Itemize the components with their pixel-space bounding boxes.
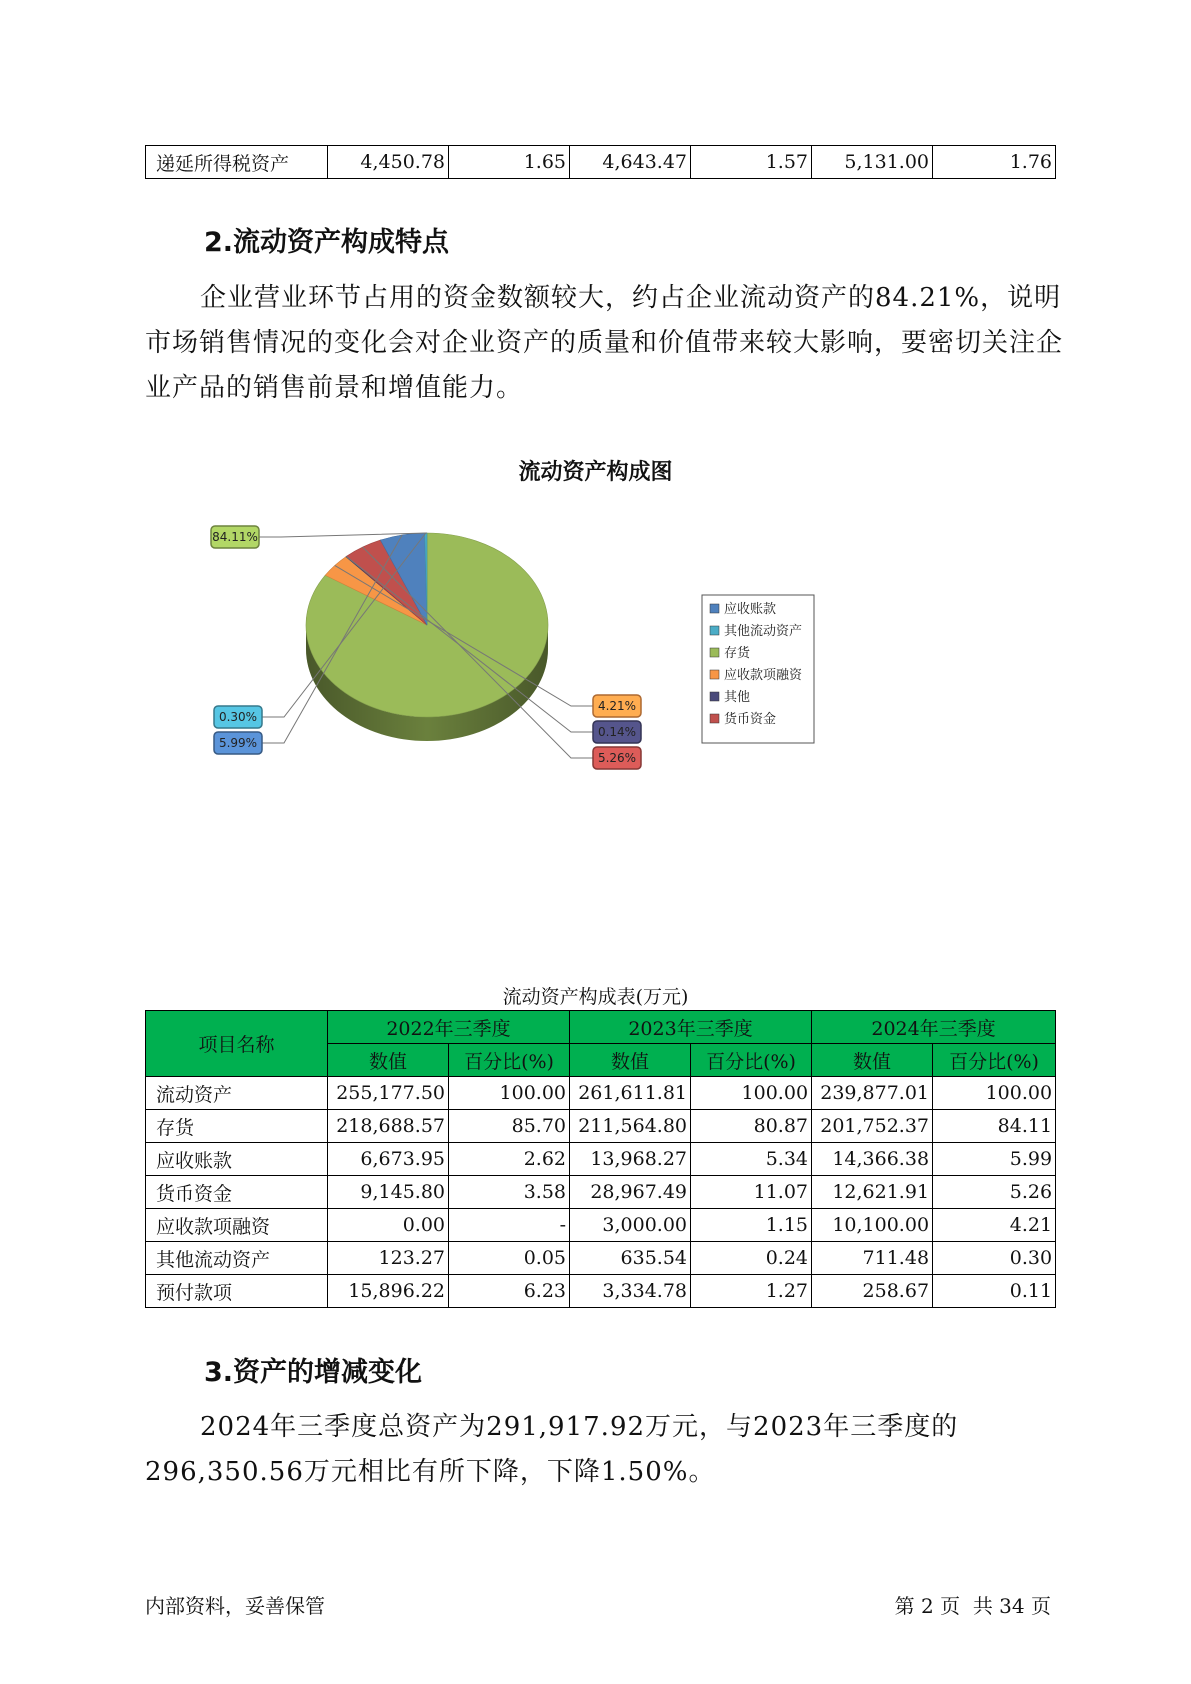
table-row xyxy=(146,1143,1056,1176)
legend-label: 货币资金 xyxy=(724,712,777,727)
table-row xyxy=(146,1209,1056,1242)
section-heading: 3.资产的增减变化 xyxy=(204,1357,423,1388)
paragraph-text: 2024年三季度总资产为291,917.92万元，与2023年三季度的296,350.56万元相比有所下降，下降1.50%。 xyxy=(145,1412,959,1487)
table-cell: 255,177.50 xyxy=(328,1077,449,1110)
table-cell: 1.15 xyxy=(691,1209,812,1242)
legend-swatch xyxy=(710,626,719,635)
table-cell: 5,131.00 xyxy=(812,146,933,179)
data-label: 0.30% xyxy=(218,710,258,724)
header-percent: 百分比(%) xyxy=(449,1044,570,1077)
legend-label: 其他流动资产 xyxy=(724,624,803,639)
table-cell: 1.65 xyxy=(449,146,570,179)
table-cell: 1.27 xyxy=(691,1275,812,1308)
row-label: 流动资产 xyxy=(146,1077,328,1110)
table-cell: 100.00 xyxy=(933,1077,1056,1110)
row-label: 应收款项融资 xyxy=(146,1209,328,1242)
data-label: 4.21% xyxy=(597,699,637,713)
asset-table xyxy=(145,1010,1056,1308)
table-cell: 12,621.91 xyxy=(812,1176,933,1209)
legend-swatch xyxy=(710,604,719,613)
table-cell: 0.24 xyxy=(691,1242,812,1275)
header-period: 2022年三季度 xyxy=(328,1011,570,1044)
table-cell: 0.05 xyxy=(449,1242,570,1275)
table-cell: 2.62 xyxy=(449,1143,570,1176)
table-cell: 711.48 xyxy=(812,1242,933,1275)
data-label: 5.99% xyxy=(218,736,258,750)
table-cell: 0.30 xyxy=(933,1242,1056,1275)
chart-legend xyxy=(702,595,814,743)
table-cell: 100.00 xyxy=(691,1077,812,1110)
legend-swatch xyxy=(710,670,719,679)
table-cell: 1.57 xyxy=(691,146,812,179)
row-label: 存货 xyxy=(146,1110,328,1143)
table-cell: 4.21 xyxy=(933,1209,1056,1242)
table-header-row xyxy=(146,1011,1056,1044)
header-value: 数值 xyxy=(570,1044,691,1077)
table-cell: 0.11 xyxy=(933,1275,1056,1308)
table-cell: 3,000.00 xyxy=(570,1209,691,1242)
table-row xyxy=(146,1242,1056,1275)
header-percent: 百分比(%) xyxy=(933,1044,1056,1077)
table-row xyxy=(146,1176,1056,1209)
table-cell: 3.58 xyxy=(449,1176,570,1209)
table-cell: 28,967.49 xyxy=(570,1176,691,1209)
table-cell: 261,611.81 xyxy=(570,1077,691,1110)
data-label: 84.11% xyxy=(212,530,258,544)
table-cell: 4,643.47 xyxy=(570,146,691,179)
section-heading: 2.流动资产构成特点 xyxy=(204,227,450,258)
table-cell: 递延所得税资产 xyxy=(146,146,328,179)
table-cell: 218,688.57 xyxy=(328,1110,449,1143)
legend-swatch xyxy=(710,692,719,701)
table-cell: - xyxy=(449,1209,570,1242)
table-cell: 3,334.78 xyxy=(570,1275,691,1308)
table-cell: 84.11 xyxy=(933,1110,1056,1143)
header-value: 数值 xyxy=(328,1044,449,1077)
legend-label: 存货 xyxy=(724,646,751,661)
table-cell: 6.23 xyxy=(449,1275,570,1308)
table-cell: 0.00 xyxy=(328,1209,449,1242)
legend-label: 应收账款 xyxy=(724,602,777,617)
header-percent: 百分比(%) xyxy=(691,1044,812,1077)
table-cell: 239,877.01 xyxy=(812,1077,933,1110)
table-cell: 13,968.27 xyxy=(570,1143,691,1176)
table-cell: 201,752.37 xyxy=(812,1110,933,1143)
table-cell: 123.27 xyxy=(328,1242,449,1275)
table-row xyxy=(146,1110,1056,1143)
legend-label: 应收款项融资 xyxy=(724,668,803,683)
table-row xyxy=(146,1275,1056,1308)
section-paragraph xyxy=(145,1405,1065,1495)
table-row xyxy=(146,1077,1056,1110)
legend-swatch xyxy=(710,714,719,723)
table-cell: 6,673.95 xyxy=(328,1143,449,1176)
table-cell: 80.87 xyxy=(691,1110,812,1143)
table-cell: 258.67 xyxy=(812,1275,933,1308)
header-value: 数值 xyxy=(812,1044,933,1077)
table-cell: 5.26 xyxy=(933,1176,1056,1209)
footer-page-number: 第 2 页 共 34 页 xyxy=(894,1594,1051,1618)
header-period: 2024年三季度 xyxy=(812,1011,1056,1044)
table-cell: 85.70 xyxy=(449,1110,570,1143)
table-cell: 4,450.78 xyxy=(328,146,449,179)
table-cell: 15,896.22 xyxy=(328,1275,449,1308)
table-cell: 10,100.00 xyxy=(812,1209,933,1242)
legend-label: 其他 xyxy=(724,690,751,705)
table-cell: 5.99 xyxy=(933,1143,1056,1176)
pie-top xyxy=(306,533,548,717)
table-body xyxy=(146,1077,1056,1308)
paragraph-text: 企业营业环节占用的资金数额较大，约占企业流动资产的84.21%，说明市场销售情况的变化会对企业资产的质量和价值带来较大影响，要密切关注企业产品的销售前景和增值能力。 xyxy=(145,283,1064,403)
table-cell: 100.00 xyxy=(449,1077,570,1110)
header-item: 项目名称 xyxy=(146,1011,328,1077)
header-period: 2023年三季度 xyxy=(570,1011,812,1044)
table-caption: 流动资产构成表(万元) xyxy=(502,986,689,1008)
table-cell: 5.34 xyxy=(691,1143,812,1176)
table-cell: 211,564.80 xyxy=(570,1110,691,1143)
data-label: 5.26% xyxy=(597,751,637,765)
table-cell: 14,366.38 xyxy=(812,1143,933,1176)
row-label: 其他流动资产 xyxy=(146,1242,328,1275)
data-label: 0.14% xyxy=(597,725,637,739)
table-cell: 635.54 xyxy=(570,1242,691,1275)
chart-title: 流动资产构成图 xyxy=(518,460,673,485)
row-label: 货币资金 xyxy=(146,1176,328,1209)
table-cell: 1.76 xyxy=(933,146,1056,179)
table-cell: 11.07 xyxy=(691,1176,812,1209)
row-label: 预付款项 xyxy=(146,1275,328,1308)
table-cell: 9,145.80 xyxy=(328,1176,449,1209)
legend-swatch xyxy=(710,648,719,657)
footer-left: 内部资料，妥善保管 xyxy=(145,1594,325,1618)
row-label: 应收账款 xyxy=(146,1143,328,1176)
